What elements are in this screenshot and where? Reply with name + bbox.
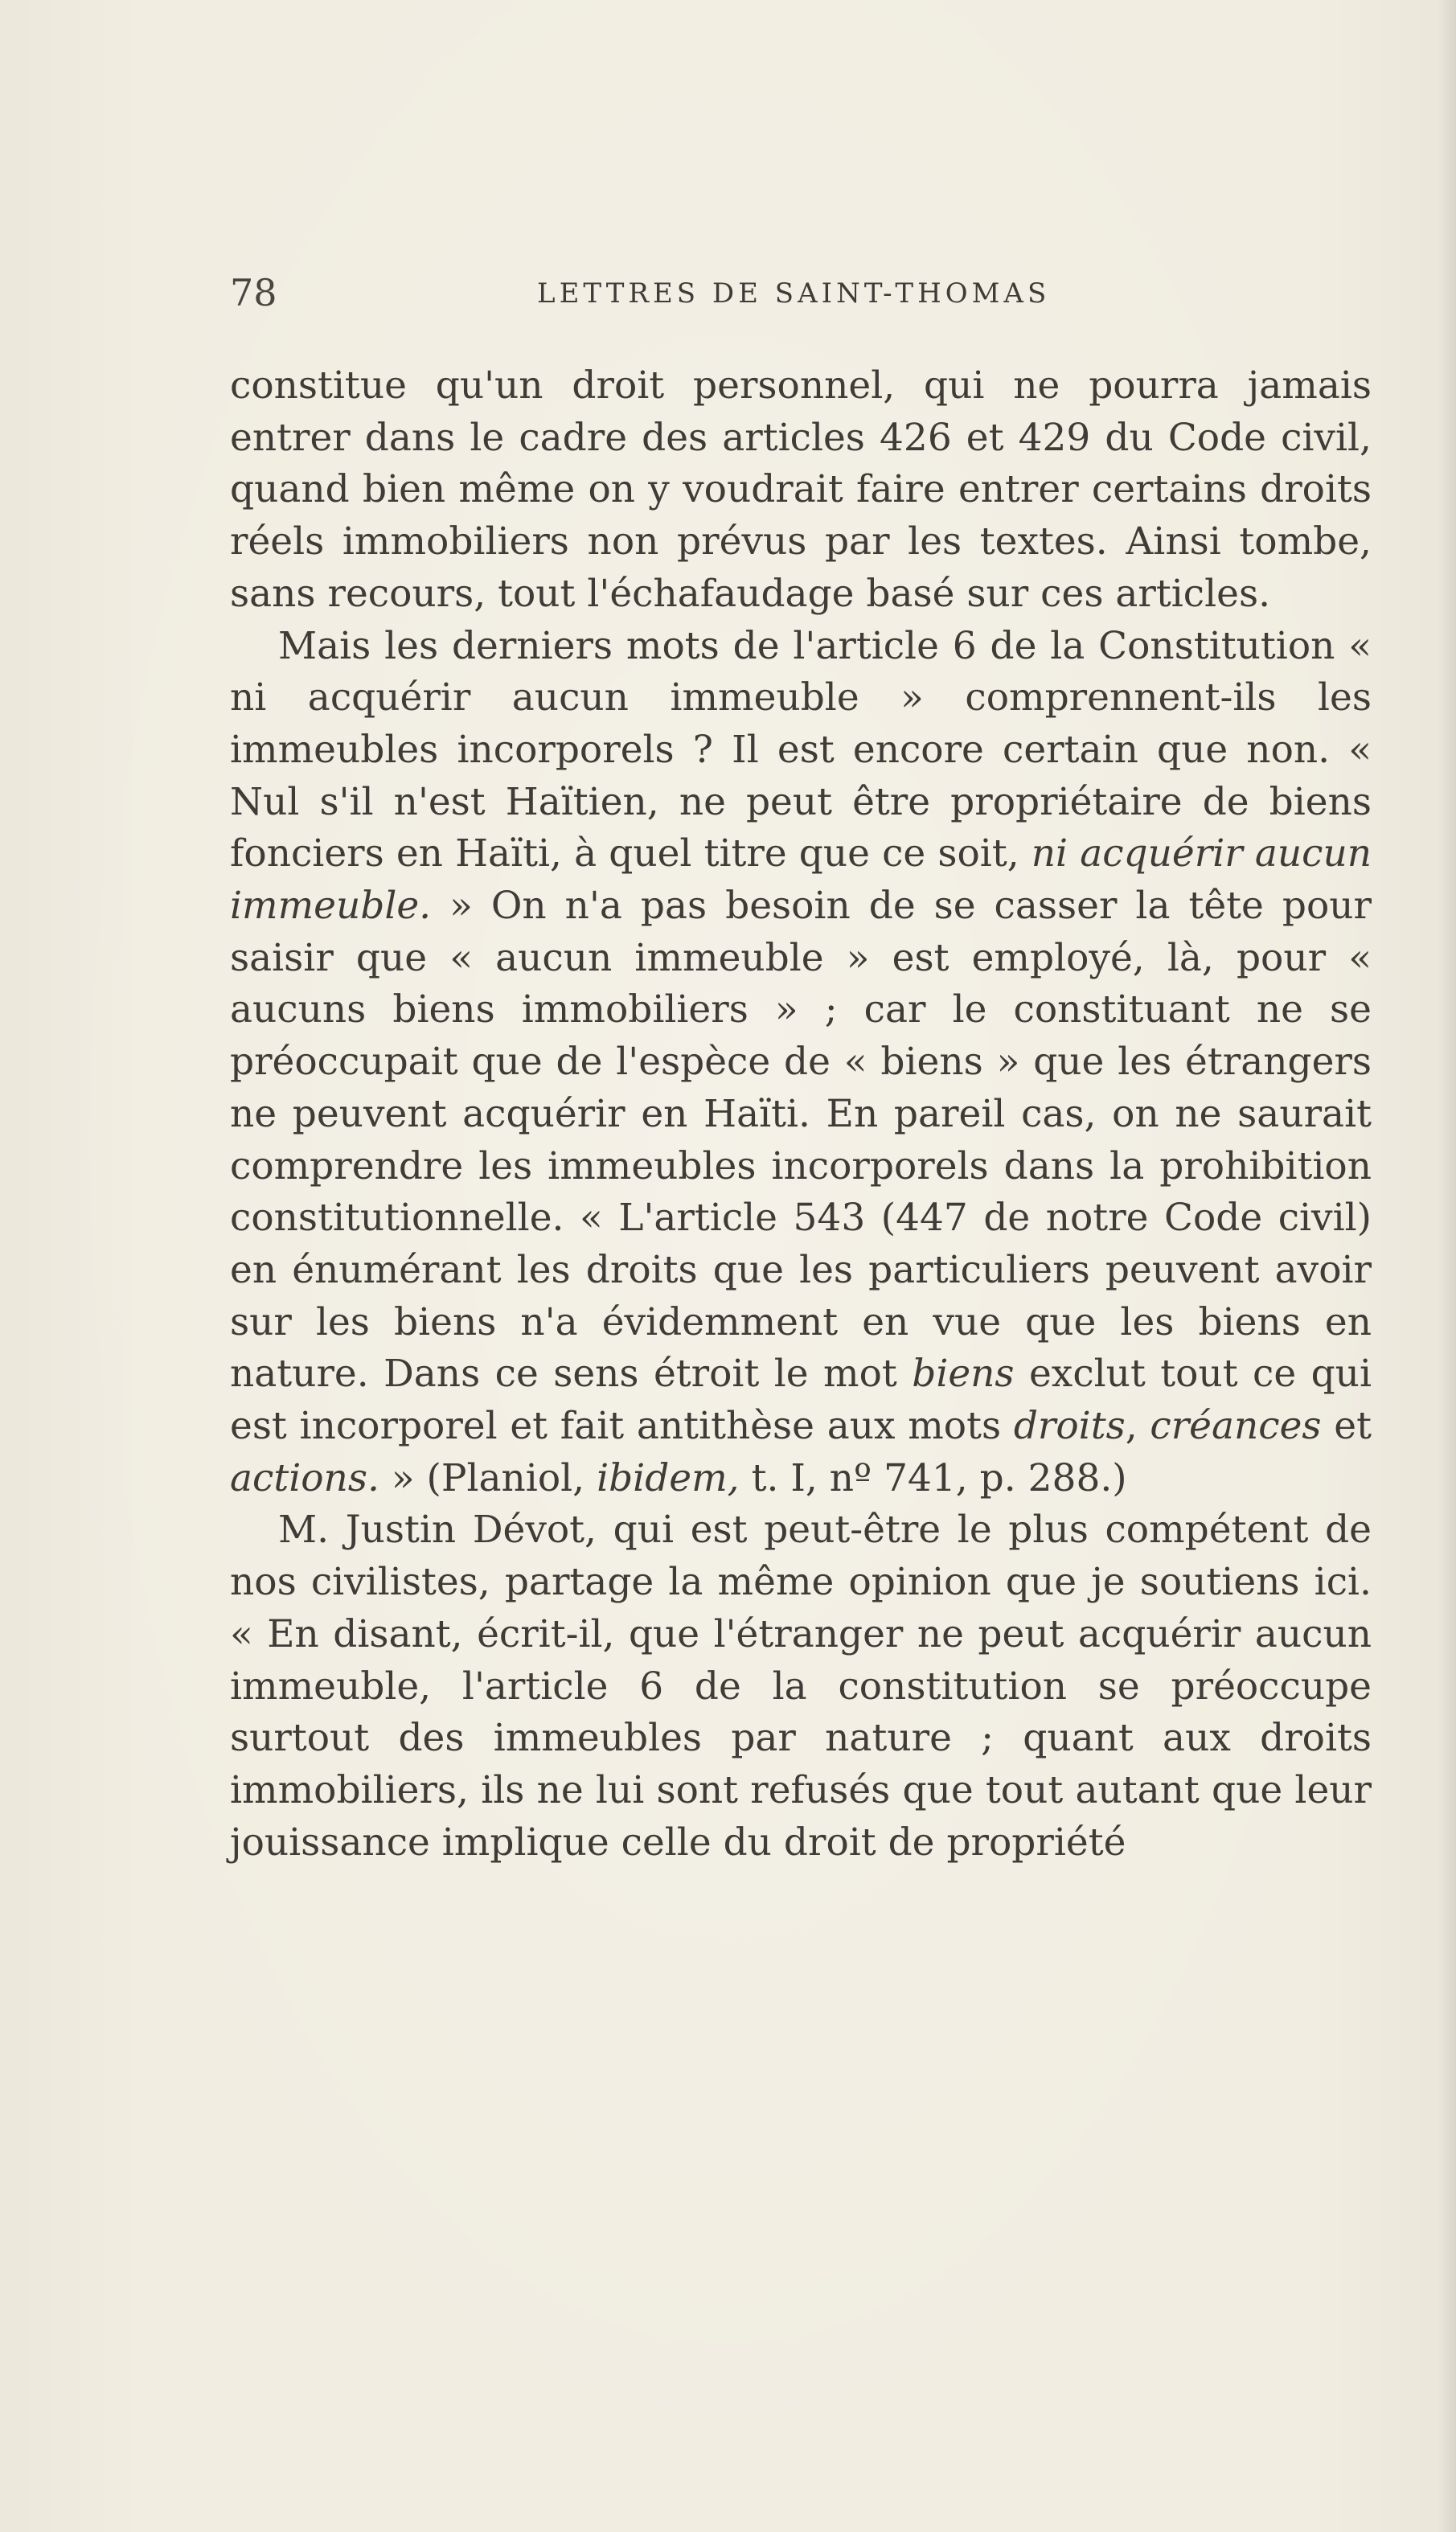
running-head: LETTRES DE SAINT-THOMAS [537, 277, 1051, 310]
body-text [230, 360, 1372, 1869]
paragraph-2-italic-4: créances [1150, 1404, 1322, 1449]
page-edge-shadow [1438, 0, 1456, 2532]
paragraph-2-italic-1: ni acquérir aucun immeuble. [230, 831, 1372, 929]
paragraph-2-text-4: , [1125, 1404, 1150, 1449]
paragraph-3: M. Justin Dévot, qui est peut-être le plus compétent de nos civilistes, partage la même opinion que je soutiens ici. « En disant, écrit-il, que l'étranger ne peut acquérir aucun immeuble, l'article 6 de la constitution se préoccupe surtout des immeubles par nature ; quant aux droits immobiliers, ils ne lui sont refusés que tout autant que leur jouissance implique celle du droit de propriété [230, 1508, 1372, 1865]
page-header [230, 269, 1372, 317]
paragraph-2-text-2: » On n'a pas besoin de se casser la tête pour saisir que « aucun immeuble » est employé, là, pour « aucuns biens immobiliers » ; car le constituant ne se préoccupait que de l'espèce de « biens » que les étrangers ne peuvent acquérir en Haïti. En pareil cas, on ne saurait comprendre les immeubles incorporels dans la prohibition constitutionnelle. « L'article 543 (447 de notre Code civil) en énumérant les droits que les particuliers peuvent avoir sur les biens n'a évidemment en vue que les biens en nature. Dans ce sens étroit le mot [230, 884, 1372, 1397]
paragraph-2-text-3: exclut tout ce qui est incorporel et fait antithèse aux mots [230, 1352, 1372, 1449]
paragraph-2 [230, 621, 1372, 1505]
paragraph-2-italic-2: biens [912, 1352, 1015, 1397]
paragraph-2-text-5: et [1321, 1404, 1372, 1449]
paragraph-2-text-6: » (Planiol, [379, 1455, 597, 1500]
paragraph-1: constitue qu'un droit personnel, qui ne pourra jamais entrer dans le cadre des articles 426 et 429 du Code civil, quand bien même on y voudrait faire entrer certains droits réels immobiliers non prévus par les textes. Ainsi tombe, sans recours, tout l'échafaudage basé sur ces articles. [230, 363, 1372, 616]
paragraph-2-italic-3: droits [1013, 1404, 1126, 1449]
paragraph-2-text-1: Mais les derniers mots de l'article 6 de la Constitution « ni acquérir aucun immeuble » comprennent-ils les immeubles incorporels ? Il est encore certain que non. « Nul s'il n'est Haïtien, ne peut être propriétaire de biens fonciers en Haïti, à quel titre que ce soit, [230, 623, 1372, 876]
paragraph-2-text-7: t. I, nº 741, p. 288.) [739, 1455, 1127, 1500]
page-number: 78 [230, 271, 277, 314]
paragraph-2-italic-6: ibidem, [597, 1455, 740, 1500]
paragraph-2-italic-5: actions. [230, 1455, 379, 1500]
